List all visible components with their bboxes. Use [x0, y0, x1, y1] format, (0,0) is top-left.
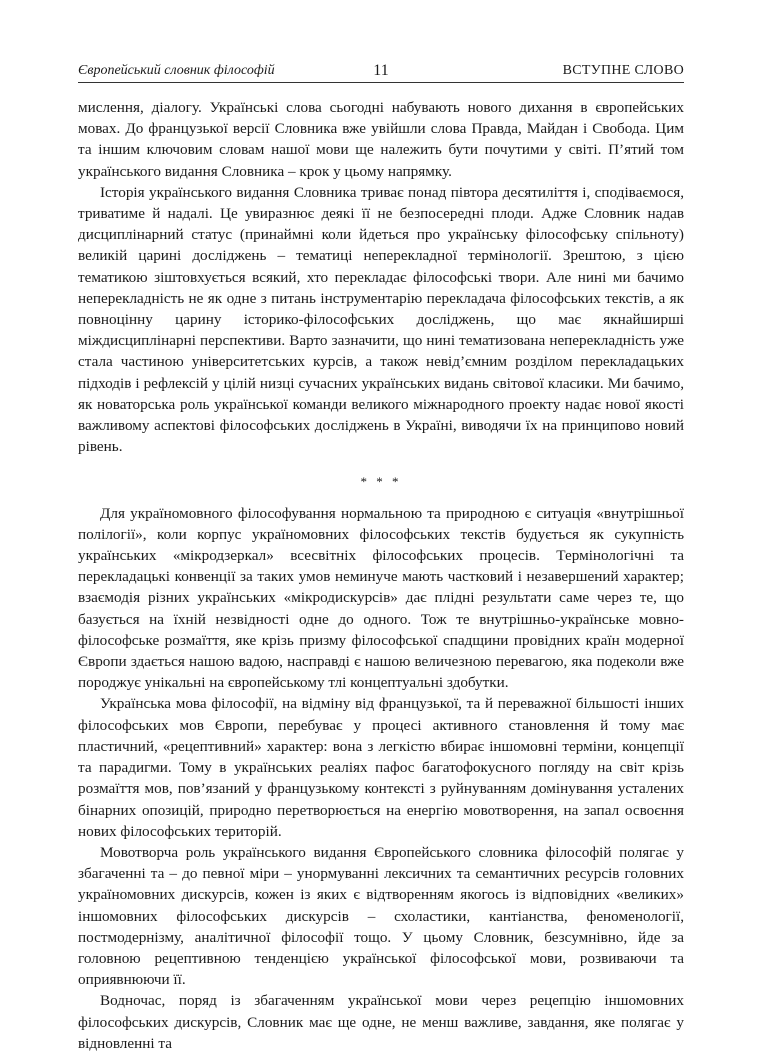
- paragraph: Мовотворча роль українського видання Європейського словника філософій полягає у збагаченні та – до певної міри – унормуванні лексичних та семантичних ресурсів головних україномовних дискурсів, кожен із яких є відтворенням якогось із відповідних «великих» іншомовних філософських дискурсів – схоластики, кантіанства, феноменології, постмодернізму, аналітичної філософії тощо. У цьому Словник, безсумнівно, йде за головною рецептивною тенденцією української філософської мови, розвиваючи та оприявнюючи її.: [78, 843, 684, 989]
- running-header: [78, 58, 684, 83]
- section-title: ВСТУПНЕ СЛОВО: [562, 63, 684, 78]
- section-separator: * * *: [360, 474, 402, 490]
- paragraph: мислення, діалогу. Українські слова сьогодні набувають нового дихання в європейських мовах. До французької версії Словника вже увійшли слова Правда, Майдан і Свобода. Цим та іншим ключовим словам нашої мови ще належить бути почутими у світі. П’ятий том українського видання Словника – крок у цьому напрямку.: [78, 99, 684, 180]
- paragraph: Для україномовного філософування нормальною та природною є ситуація «внутрішньої полілогії», коли корпус україномовних філософських текстів будується як сукупність українських «мікродзеркал» всесвітніх філософських процесів. Термінологічні та перекладацькі конвенції за таких умов неминуче мають частковий і незавершений характер; взаємодія різних українських «мікродискурсів» дає плідні результати саме через те, що базується на їхній незвідності одне до одного. Тож те внутрішньо-українське мовно-філософське розмаїття, яке крізь призму філософської спадщини провідних країн модерної Європи здається нашою вадою, насправді є нашою величезною перевагою, яка подеколи вже породжує унікальні на європейському тлі концептуальні здобутки.: [78, 504, 684, 692]
- paragraph: Українська мова філософії, на відміну від французької, та й переважної більшості інших філософських мов Європи, перебуває у процесі активного становлення й тому має пластичний, «рецептивний» характер: вона з легкістю вбирає іншомовні терміни, концепції та парадигми. Тому в українських реаліях пафос багатофокусного погляду на світ крізь розмаїття мов, пов’язаний у французькому контексті з руйнуванням домінування усталених бінарних опозицій, природно перетворюється на енергію мовотворення, на запал освоєння нових філософських територій.: [78, 695, 684, 840]
- page-number: 11: [373, 62, 389, 79]
- book-title: Європейський словник філософій: [78, 63, 275, 78]
- document-page: [78, 58, 684, 1054]
- paragraph: Водночас, поряд із збагаченням української мови через рецепцію іншомовних філософських дискурсів, Словник має ще одне, не менш важливе, завдання, яке полягає у відновленні та: [78, 992, 684, 1052]
- main-text: [78, 97, 684, 1054]
- paragraph: Історія українського видання Словника триває понад півтора десятиліття і, сподіваємося, триватиме й надалі. Це увиразнює деякі її не безпосередні плоди. Адже Словник надав дисциплінарний статус (принаймні коли йдеться про українську філософську спільноту) великій царині досліджень – тематиці неперекладної термінології. Зрештою, з цією тематикою зіштовхується всякий, хто перекладає філософські твори. Але нині ми бачимо неперекладність не як одне з питань інструментарію перекладача філософських текстів, а як повноцінну царину історико-філософських досліджень, що має якнайширші міждисциплінарні перспективи. Варто зазначити, що нині тематизована неперекладність уже стала частиною університетських курсів, а також невід’ємним розділом перекладацьких підходів і рефлексій у цілій низці сучасних українських видань світової класики. Ми бачимо, як новаторська роль української команди великого міжнародного проекту надає нової якості важливому аспектові філософських досліджень в Україні, виводячи їх на принципово новий рівень.: [78, 183, 684, 456]
